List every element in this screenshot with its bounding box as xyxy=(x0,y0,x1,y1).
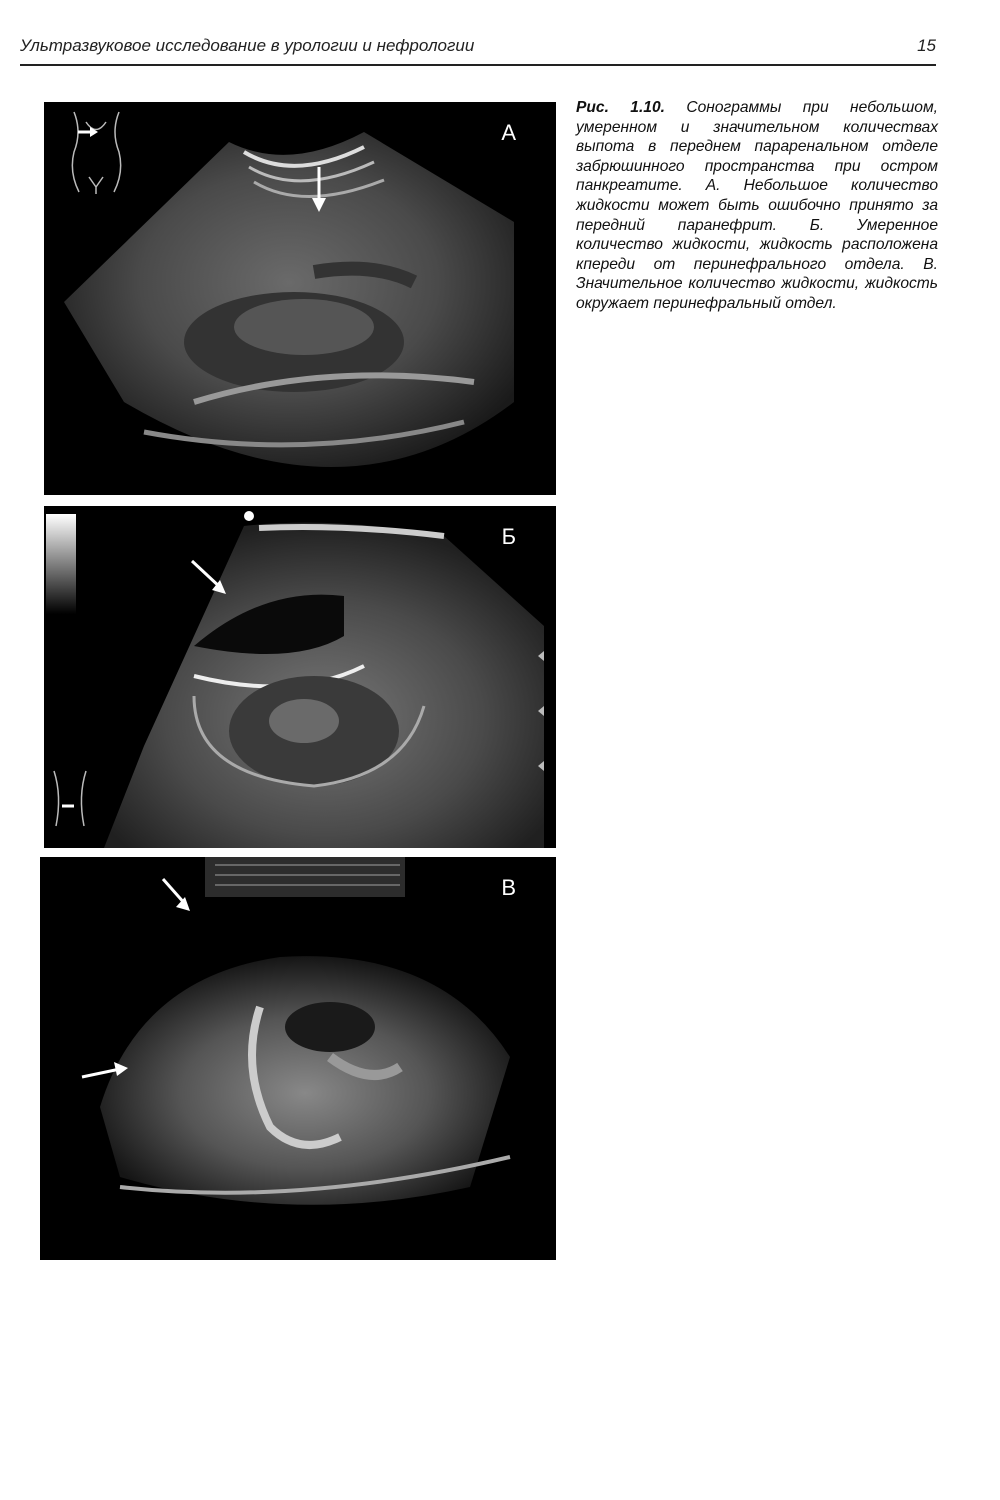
sonogram-a xyxy=(44,102,556,495)
figure-caption xyxy=(576,98,938,314)
sonogram-c-image xyxy=(40,857,556,1260)
panel-label-a: А xyxy=(501,120,516,145)
page-number: 15 xyxy=(917,36,936,55)
sonogram-b-image xyxy=(44,506,556,848)
panel-label-b: Б xyxy=(501,524,516,549)
book-title: Ультразвуковое исследование в урологии и нефрологии xyxy=(20,36,475,55)
sonogram-c xyxy=(40,857,556,1260)
panel-label-c: В xyxy=(501,875,516,900)
running-header xyxy=(20,34,936,66)
caption-text: Сонограммы при небольшом, умеренном и значительном количествах выпота в переднем параренальном отделе забрюшинного пространства при остром панкреатите. А. Небольшое количество жидкости может быть ошибочно принято за передний паранефрит. Б. Умеренное количество жидкости, жидкость расположена кпереди от перинефрального отдела. В. Значительное количество жидкости, жидкость окружает перинефральный отдел. xyxy=(576,99,938,312)
sonogram-a-image xyxy=(44,102,556,495)
figure-number: Рис. 1.10. xyxy=(576,99,665,116)
sonogram-b xyxy=(44,506,556,848)
